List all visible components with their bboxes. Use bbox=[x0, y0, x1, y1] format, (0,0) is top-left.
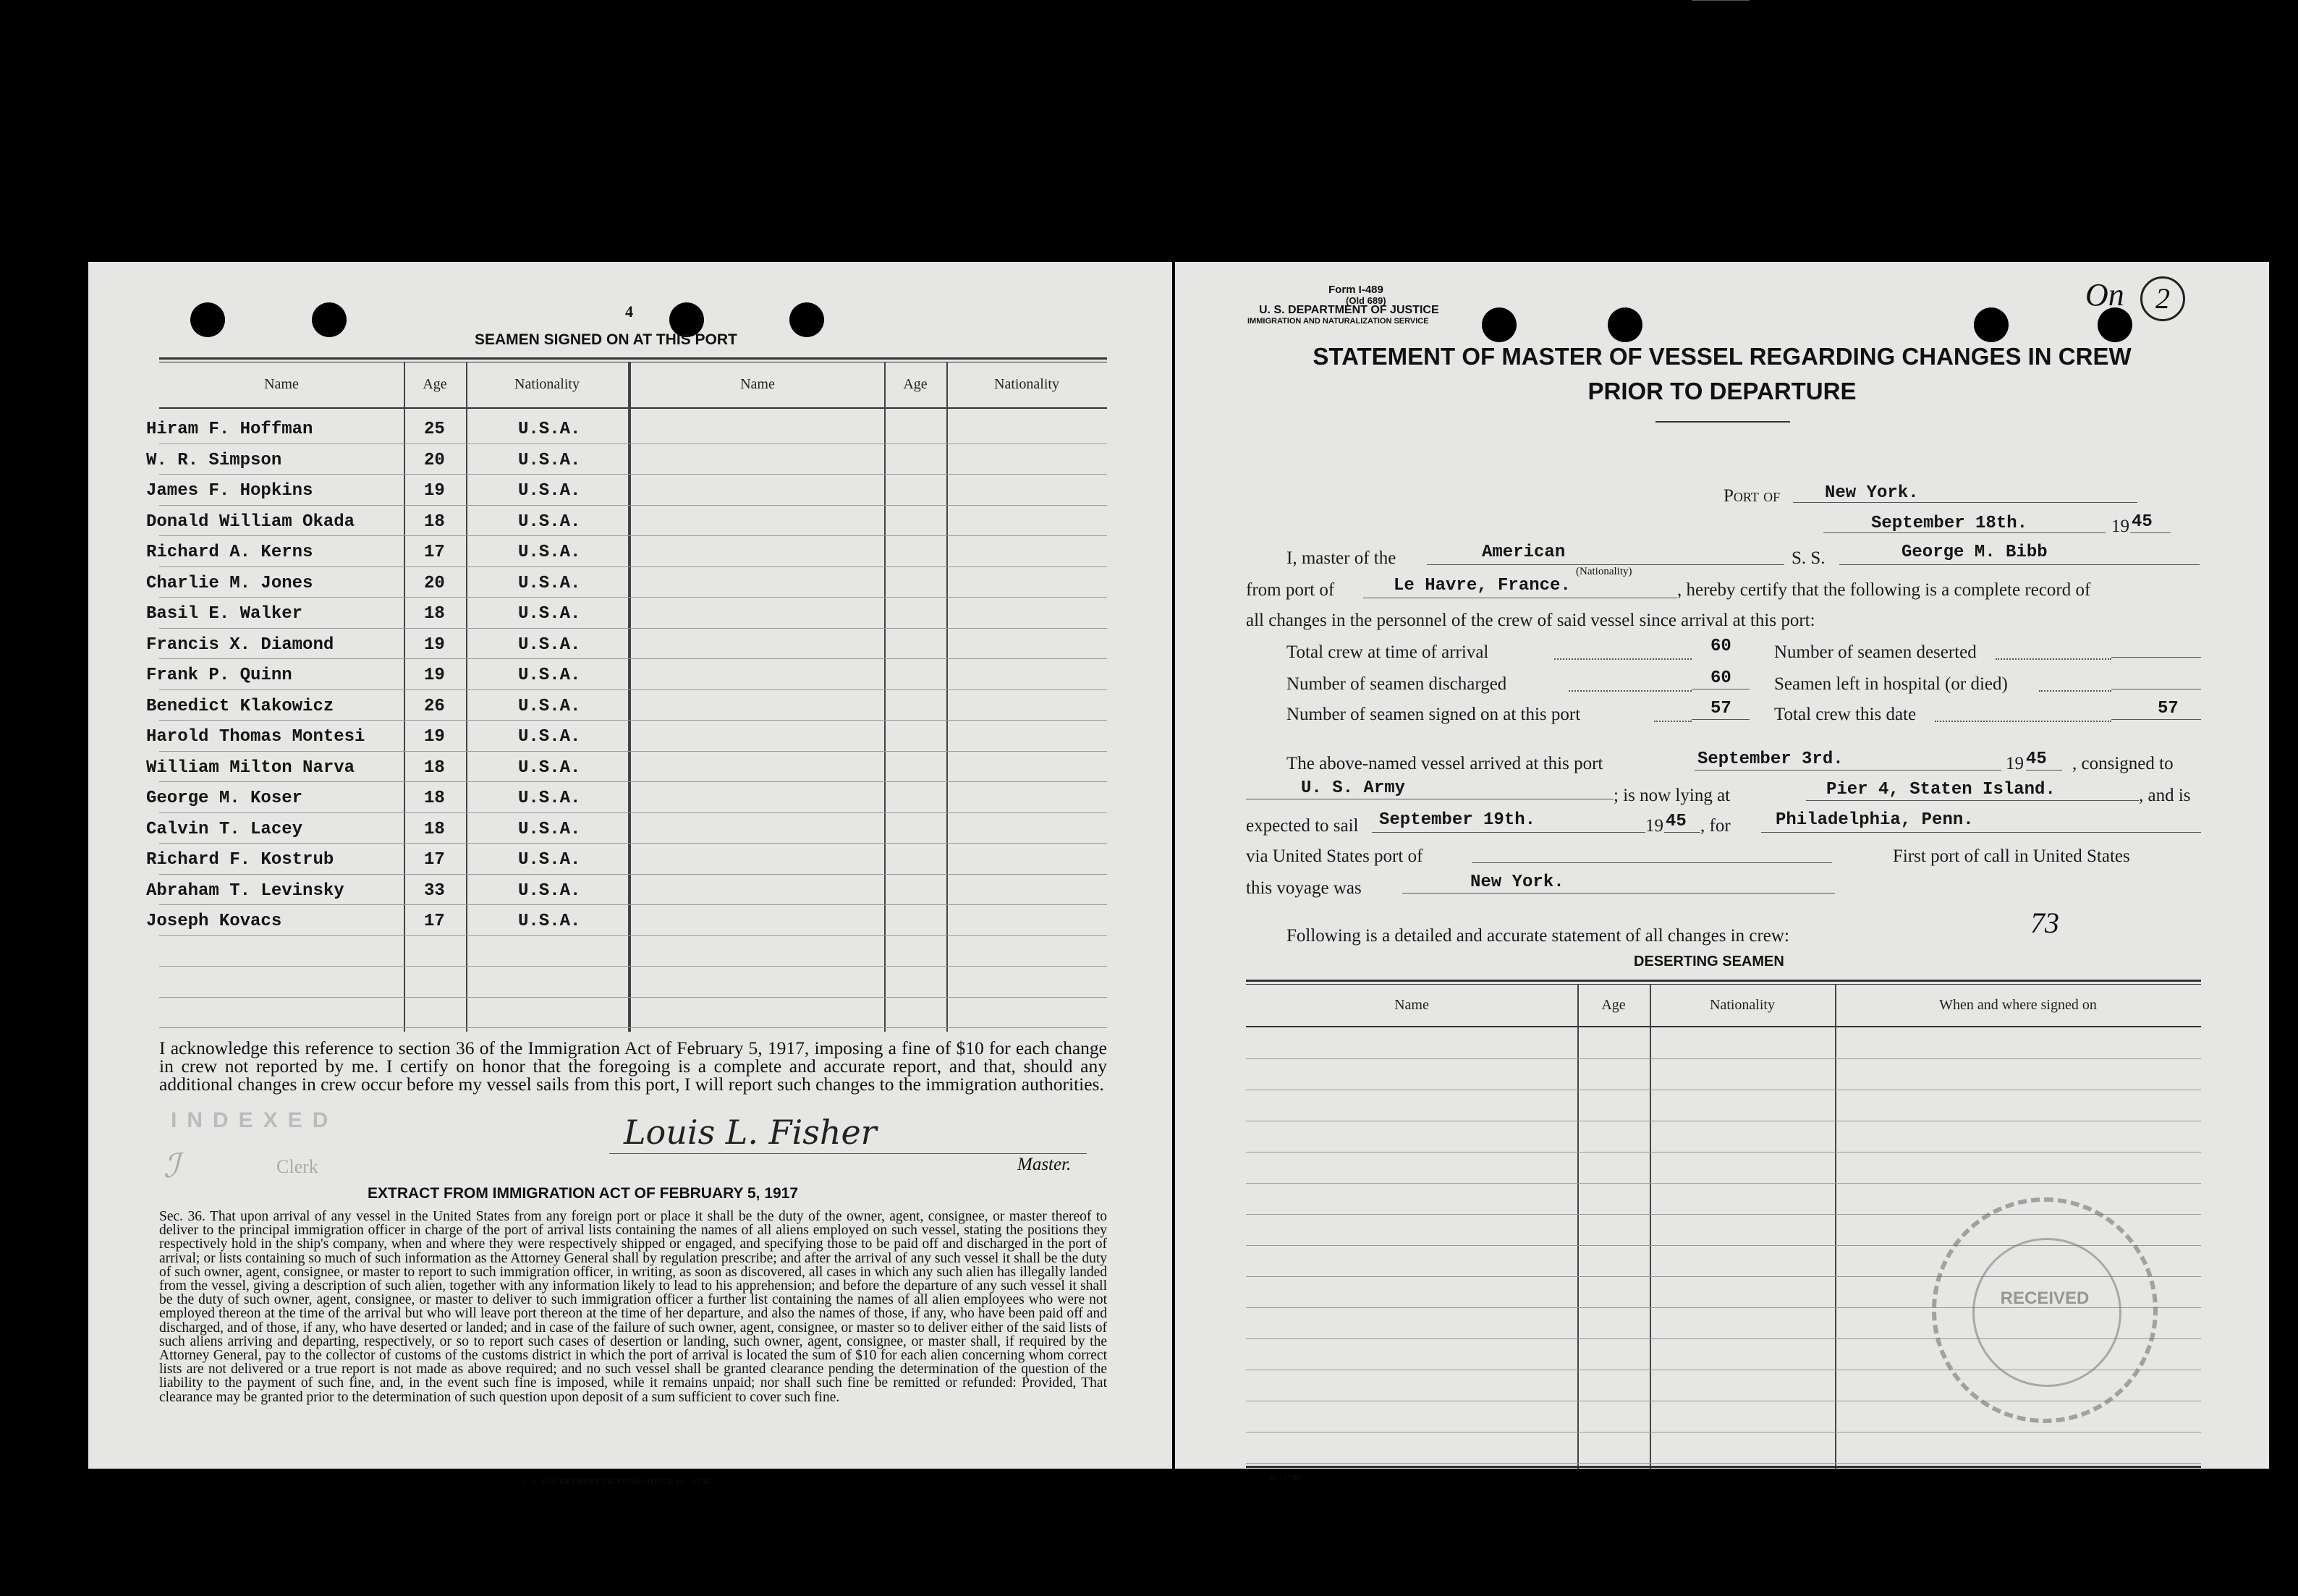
field-line bbox=[2026, 770, 2062, 771]
row-rule bbox=[159, 658, 1107, 659]
row-rule bbox=[159, 812, 1107, 813]
column-divider bbox=[884, 362, 886, 1032]
master-label: Master. bbox=[1017, 1155, 1072, 1174]
crew-age: 33 bbox=[424, 880, 445, 901]
crew-name: George M. Koser bbox=[146, 789, 303, 808]
sail-date: September 19th. bbox=[1379, 810, 1536, 830]
leader-dots bbox=[1654, 721, 1692, 722]
arrived-year-prefix: 19 bbox=[2006, 754, 2024, 773]
field-line bbox=[2111, 719, 2201, 720]
circled-number: 2 bbox=[2140, 276, 2185, 321]
leader-dots bbox=[2039, 690, 2111, 692]
row-rule bbox=[159, 997, 1107, 998]
crew-nationality: U.S.A. bbox=[518, 819, 581, 839]
field-line bbox=[1839, 564, 2200, 565]
column-divider bbox=[466, 362, 467, 1032]
form-title: STATEMENT OF MASTER OF VESSEL REGARDING CHANGES IN CREW bbox=[1313, 343, 2132, 370]
crew-age: 19 bbox=[424, 666, 445, 685]
received-stamp-text: RECEIVED bbox=[2000, 1289, 2090, 1308]
row-rule bbox=[159, 474, 1107, 475]
column-header-age: Age bbox=[423, 376, 447, 392]
total-crew-date-label: Total crew this date bbox=[1774, 705, 1917, 724]
crew-name: Donald William Okada bbox=[146, 512, 355, 532]
field-line bbox=[1695, 770, 2001, 771]
row-rule bbox=[159, 874, 1107, 875]
field-line bbox=[2111, 657, 2201, 658]
crew-name: James F. Hopkins bbox=[146, 481, 313, 501]
crew-name: Calvin T. Lacey bbox=[146, 819, 303, 839]
form-subtitle: PRIOR TO DEPARTURE bbox=[1587, 378, 1857, 404]
this-voyage-label: this voyage was bbox=[1246, 878, 1362, 898]
table-header-rule bbox=[159, 407, 1107, 409]
from-port-value: Le Havre, France. bbox=[1394, 576, 1571, 595]
signed-on-label: Number of seamen signed on at this port bbox=[1286, 705, 1581, 724]
crew-name: Charlie M. Jones bbox=[146, 573, 313, 593]
certify-text: , hereby certify that the following is a complete record of bbox=[1677, 580, 2091, 600]
crew-age: 17 bbox=[424, 912, 445, 931]
punch-hole bbox=[1608, 307, 1642, 342]
row-rule bbox=[159, 597, 1107, 598]
port-label: Port of bbox=[1723, 486, 1781, 506]
form-number: Form I-489 bbox=[1328, 284, 1383, 296]
column-header-age: Age bbox=[903, 376, 928, 392]
expected-label: expected to sail bbox=[1246, 816, 1359, 836]
crew-nationality: U.S.A. bbox=[518, 727, 581, 747]
crew-nationality: U.S.A. bbox=[518, 634, 581, 655]
sail-year-prefix: 19 bbox=[1645, 816, 1663, 836]
vessel-name: George M. Bibb bbox=[1901, 543, 2048, 562]
consignee: U. S. Army bbox=[1301, 778, 1406, 798]
crew-age: 25 bbox=[424, 420, 445, 439]
and-is-text: , and is bbox=[2139, 786, 2191, 805]
column-divider bbox=[1577, 984, 1579, 1469]
punch-hole bbox=[1974, 307, 2009, 342]
crew-nationality: U.S.A. bbox=[518, 789, 581, 808]
crew-name: Francis X. Diamond bbox=[146, 634, 334, 655]
row-rule bbox=[159, 966, 1107, 967]
received-stamp-ring bbox=[1972, 1238, 2121, 1387]
signature-line bbox=[609, 1153, 1087, 1154]
port-value: New York. bbox=[1825, 483, 1919, 503]
received-stamp bbox=[1932, 1197, 2158, 1423]
crew-age: 18 bbox=[424, 604, 445, 624]
section-36-text: Sec. 36. That upon arrival of any vessel in the United States from any foreign port or place it shall be the duty of the owner, agent, consignee, or master thereof to deliver to the principal immigration officer in charge of the port of arrival lists containing the names of all aliens employed on such vessel, stating the positions they respectively hold in the ship's company, when and where they were respectively shipped or engaged, and specifying those to be paid off and discharged in the port of arrival; or lists containing so much of such information as the Attorney General shall by regulation prescribe; and after the arrival of any such vessel it shall be the duty of such owner, agent, consignee, or master to report to such immigration officer, in writing, as soon as discovered, all cases in which any such alien has illegally landed from the vessel, giving a description of such alien, together with any information likely to lead to his apprehension; and before the departure of any such vessel it shall be the duty of such owner, agent, consignee, or master to deliver to such immigration officer a further list containing the names of all alien employees who were not employed thereon at the time of the arrival but who will leave port thereon at the time of her departure, and also the names of those, if any, who have been paid off and discharged, and of those, if any, who have deserted or landed; and in case of the failure of such owner, agent, consignee, or master so to deliver either of the said lists of such aliens arriving and departing, respectively, or so to report such cases of desertion or landing, such owner, agent, consignee, or master shall, if required by the Attorney General, pay to the collector of customs of the customs district in which the port of arrival is located the sum of $10 for each alien concerning whom correct lists are not delivered or a true report is not made as above required; and no such vessel shall be granted clearance pending the determination of the question of the liability to the payment of such fine, and, in the event such fine is imposed, while it remains unpaid; nor shall such fine be remitted or refunded: Provided, That clearance may be granted prior to the determination of such question upon deposit of a sum sufficient to cover such fine. bbox=[159, 1209, 1107, 1405]
punch-hole bbox=[1482, 307, 1517, 342]
consigned-label: , consigned to bbox=[2072, 754, 2174, 773]
first-port-label: First port of call in United States bbox=[1893, 846, 2130, 866]
crew-name: William Milton Narva bbox=[146, 757, 355, 778]
crew-name: Richard F. Kostrub bbox=[146, 850, 334, 870]
row-rule bbox=[159, 904, 1107, 905]
crew-nationality: U.S.A. bbox=[518, 912, 581, 931]
crew-age: 19 bbox=[424, 727, 445, 747]
row-rule bbox=[159, 781, 1107, 782]
crew-name: Harold Thomas Montesi bbox=[146, 727, 365, 747]
punch-hole bbox=[789, 302, 824, 337]
total-crew-date-value: 57 bbox=[2158, 699, 2179, 718]
statement-date: September 18th. bbox=[1871, 514, 2028, 533]
title-underline bbox=[1655, 421, 1790, 423]
row-rule bbox=[159, 935, 1107, 936]
arrived-label: The above-named vessel arrived at this port bbox=[1286, 754, 1603, 773]
row-rule bbox=[159, 843, 1107, 844]
section-title: SEAMEN SIGNED ON AT THIS PORT bbox=[475, 331, 737, 348]
column-header-name: Name bbox=[740, 376, 775, 392]
column-header-nationality: Nationality bbox=[1710, 997, 1775, 1013]
column-header-name: Name bbox=[264, 376, 299, 392]
clerk-label: Clerk bbox=[276, 1156, 318, 1177]
crew-nationality: U.S.A. bbox=[518, 543, 581, 562]
following-text: Following is a detailed and accurate statement of all changes in crew: bbox=[1286, 926, 1789, 946]
handwritten-mark: On bbox=[2085, 277, 2124, 313]
deserting-seamen-title: DESERTING SEAMEN bbox=[1634, 954, 1784, 969]
column-header-nationality: Nationality bbox=[994, 376, 1059, 392]
leader-dots bbox=[1996, 658, 2111, 660]
page-number: 4 bbox=[625, 302, 633, 321]
crew-name: Joseph Kovacs bbox=[146, 912, 282, 931]
from-port-label: from port of bbox=[1246, 580, 1335, 600]
hospital-label: Seamen left in hospital (or died) bbox=[1774, 674, 2008, 694]
crew-age: 20 bbox=[424, 573, 445, 593]
crew-nationality: U.S.A. bbox=[518, 512, 581, 532]
lying-at-value: Pier 4, Staten Island. bbox=[1826, 780, 2056, 799]
field-line bbox=[1806, 800, 2139, 801]
indexed-stamp: INDEXED bbox=[171, 1108, 339, 1132]
column-header-nationality: Nationality bbox=[514, 376, 580, 392]
crew-name: Hiram F. Hoffman bbox=[146, 420, 313, 439]
service-name: IMMIGRATION AND NATURALIZATION SERVICE bbox=[1247, 317, 1429, 326]
for-label: , for bbox=[1700, 816, 1731, 836]
crew-name: Frank P. Quinn bbox=[146, 666, 292, 685]
discharged-label: Number of seamen discharged bbox=[1286, 674, 1507, 694]
statement-year: 45 bbox=[2132, 512, 2153, 532]
column-header-age: Age bbox=[1601, 997, 1626, 1013]
first-port-value: New York. bbox=[1470, 873, 1564, 892]
vessel-nationality: American bbox=[1482, 543, 1566, 562]
crew-name: Richard A. Kerns bbox=[146, 543, 313, 562]
table-top-rule bbox=[1246, 980, 2201, 982]
crew-nationality: U.S.A. bbox=[518, 880, 581, 901]
row-rule bbox=[159, 720, 1107, 721]
row-rule bbox=[1246, 1183, 2201, 1184]
discharged-value: 60 bbox=[1710, 668, 1731, 688]
row-rule bbox=[1246, 1152, 2201, 1153]
acknowledgment-text: I acknowledge this reference to section 36 of the Immigration Act of February 5, 1917, imposing a fine of $10 for each change in crew not reported by me. I certify on honor that the foregoing is a complete and accurate report, and that, should any additional changes in crew occur before my vessel sails from this port, I will report such changes to the immigration authorities. bbox=[159, 1037, 1107, 1095]
year-prefix: 19 bbox=[2111, 517, 2129, 536]
field-line bbox=[1692, 719, 1750, 720]
column-divider bbox=[404, 362, 405, 1032]
form-old-number: (Old 689) bbox=[1346, 295, 1386, 306]
row-rule bbox=[159, 628, 1107, 629]
crew-age: 18 bbox=[424, 512, 445, 532]
column-header-signed-on: When and where signed on bbox=[1939, 997, 2097, 1013]
column-divider bbox=[628, 362, 631, 1032]
handwritten-number: 73 bbox=[2030, 907, 2059, 939]
crew-nationality: U.S.A. bbox=[518, 604, 581, 624]
punch-hole bbox=[312, 302, 347, 337]
crew-age: 18 bbox=[424, 789, 445, 808]
lying-label: ; is now lying at bbox=[1614, 786, 1731, 805]
field-line bbox=[1372, 832, 1645, 833]
footer-code: 16—17387 bbox=[1269, 1474, 1302, 1482]
total-crew-arrival-label: Total crew at time of arrival bbox=[1286, 642, 1489, 662]
field-line bbox=[1823, 532, 2106, 533]
arrived-date: September 3rd. bbox=[1697, 750, 1844, 769]
destination: Philadelphia, Penn. bbox=[1776, 810, 1974, 830]
crew-age: 18 bbox=[424, 819, 445, 839]
column-header-name: Name bbox=[1394, 997, 1429, 1013]
crew-name: Abraham T. Levinsky bbox=[146, 880, 344, 901]
crew-nationality: U.S.A. bbox=[518, 450, 581, 470]
clerk-initial-mark: ℐ bbox=[164, 1147, 179, 1184]
crew-nationality: U.S.A. bbox=[518, 420, 581, 439]
field-line bbox=[1472, 862, 1832, 863]
row-rule bbox=[159, 751, 1107, 752]
table-top-rule bbox=[1246, 984, 2201, 985]
via-label: via United States port of bbox=[1246, 846, 1423, 866]
signed-on-value: 57 bbox=[1710, 699, 1731, 718]
column-divider bbox=[1835, 984, 1836, 1469]
column-divider bbox=[946, 362, 948, 1032]
arrived-year: 45 bbox=[2026, 750, 2047, 769]
department-name: U. S. DEPARTMENT OF JUSTICE bbox=[1259, 304, 1439, 316]
column-divider bbox=[1650, 984, 1651, 1469]
row-rule bbox=[159, 535, 1107, 536]
master-of-label: I, master of the bbox=[1286, 548, 1396, 568]
punch-hole bbox=[190, 302, 225, 337]
crew-age: 18 bbox=[424, 757, 445, 778]
field-line bbox=[1793, 502, 2137, 503]
crew-nationality: U.S.A. bbox=[518, 850, 581, 870]
all-changes-text: all changes in the personnel of the crew of said vessel since arrival at this port: bbox=[1246, 611, 1815, 630]
table-bottom-rule bbox=[1246, 1466, 2201, 1468]
field-line bbox=[2130, 532, 2171, 533]
total-crew-arrival-value: 60 bbox=[1710, 637, 1731, 656]
crew-age: 20 bbox=[424, 450, 445, 470]
leader-dots bbox=[1935, 721, 2111, 722]
crew-name: W. R. Simpson bbox=[146, 450, 282, 470]
row-rule bbox=[1246, 1463, 2201, 1464]
table-header-rule bbox=[1246, 1026, 2201, 1027]
leader-dots bbox=[1569, 690, 1692, 692]
field-line bbox=[1692, 0, 1750, 1]
leader-dots bbox=[1554, 658, 1692, 660]
crew-age: 17 bbox=[424, 543, 445, 562]
field-line bbox=[1664, 832, 1700, 833]
row-rule bbox=[159, 505, 1107, 506]
crew-age: 19 bbox=[424, 634, 445, 655]
row-rule bbox=[1246, 1058, 2201, 1059]
table-top-rule bbox=[159, 357, 1107, 360]
crew-name: Basil E. Walker bbox=[146, 604, 303, 624]
nationality-caption: (Nationality) bbox=[1576, 566, 1632, 577]
field-line bbox=[1761, 832, 2201, 833]
crew-age: 19 bbox=[424, 481, 445, 501]
field-line bbox=[1427, 564, 1784, 565]
crew-age: 26 bbox=[424, 696, 445, 716]
crew-nationality: U.S.A. bbox=[518, 666, 581, 685]
crew-nationality: U.S.A. bbox=[518, 757, 581, 778]
crew-nationality: U.S.A. bbox=[518, 573, 581, 593]
master-signature: Louis L. Fisher bbox=[624, 1113, 877, 1152]
deserted-label: Number of seamen deserted bbox=[1774, 642, 1977, 662]
sail-year: 45 bbox=[1666, 812, 1687, 831]
ss-label: S. S. bbox=[1792, 548, 1826, 568]
crew-age: 17 bbox=[424, 850, 445, 870]
row-rule bbox=[159, 1027, 1107, 1028]
crew-name: Benedict Klakowicz bbox=[146, 696, 334, 716]
gpo-footer: U. S. GOVERNMENT PRINTING OFFICE 16—17387 bbox=[521, 1478, 715, 1486]
crew-nationality: U.S.A. bbox=[518, 481, 581, 501]
row-rule bbox=[159, 566, 1107, 567]
extract-title: EXTRACT FROM IMMIGRATION ACT OF FEBRUARY 5, 1917 bbox=[368, 1185, 799, 1202]
row-rule bbox=[159, 443, 1107, 444]
row-rule bbox=[159, 689, 1107, 690]
crew-nationality: U.S.A. bbox=[518, 696, 581, 716]
